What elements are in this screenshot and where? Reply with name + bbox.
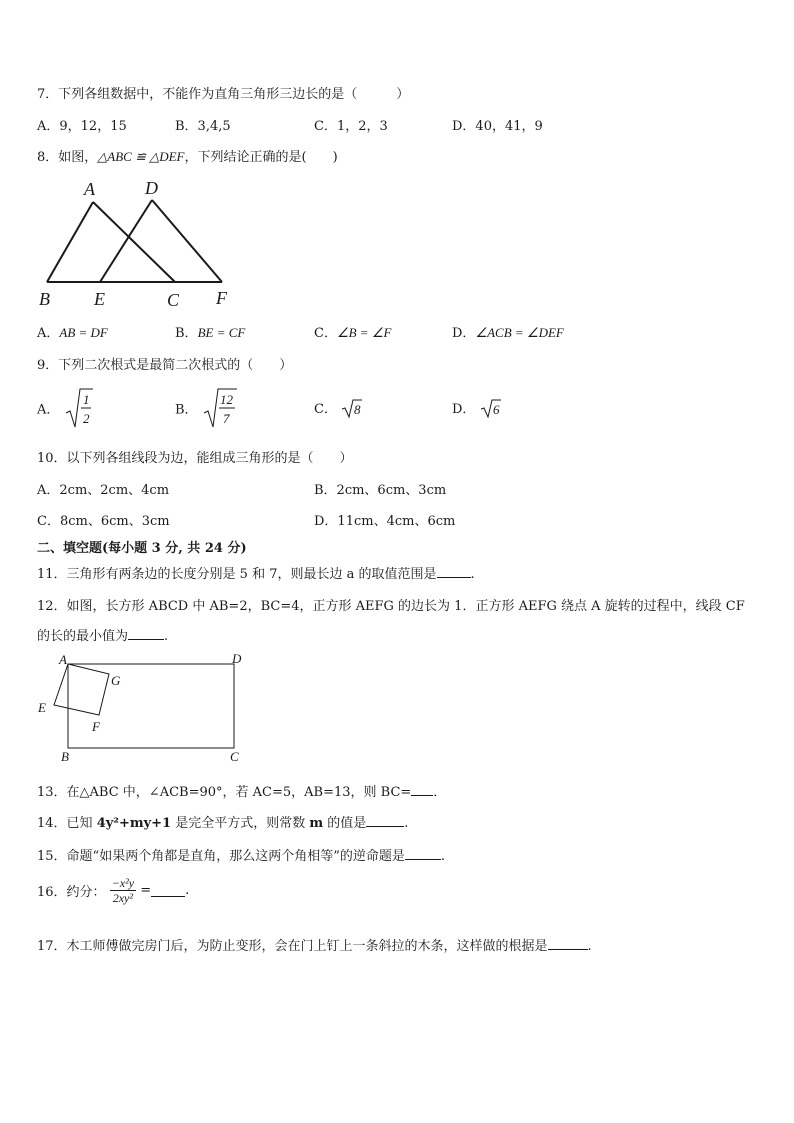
answer-blank: [151, 884, 185, 897]
q12-rectangle-figure: [30, 650, 250, 765]
label-f: F: [92, 719, 100, 734]
answer-blank: [548, 937, 588, 950]
svg-text:8: 8: [354, 402, 361, 417]
answer-blank: [411, 783, 433, 796]
q8-stem-prefix: 8．如图，: [37, 150, 98, 165]
q12-line2: 的长的最小值为 .: [37, 629, 169, 644]
q15: 15．命题“如果两个角都是直角，那么这两个角相等”的逆命题是 .: [37, 849, 445, 864]
q8-option-d: D．∠ACB = ∠DEF: [452, 325, 564, 341]
q9-option-d: D． 6: [452, 398, 502, 418]
svg-text:7: 7: [222, 411, 230, 426]
label-c: C: [167, 290, 180, 310]
label-e: E: [94, 289, 105, 309]
label-c: C: [230, 749, 239, 764]
q7-option-a: A．9，12，15: [37, 119, 127, 134]
edge-de: [100, 200, 152, 282]
label-b: B: [61, 749, 69, 764]
q8-option-a: A．AB = DF: [37, 325, 108, 341]
label-g: G: [111, 673, 121, 688]
label-d: D: [145, 178, 158, 198]
q8-option-c: C．∠B = ∠F: [314, 325, 392, 341]
edge-ab: [47, 202, 93, 282]
q8-stem-math: △ABC ≌ △DEF: [97, 149, 185, 164]
square-aefg: [54, 664, 109, 715]
section-heading: 二、填空题(每小题 3 分, 共 24 分): [37, 541, 247, 556]
q10-stem: 10．以下列各组线段为边，能组成三角形的是（ ）: [37, 451, 353, 466]
sqrt-icon: [64, 387, 94, 429]
q8-triangle-figure: [30, 175, 290, 315]
svg-text:12: 12: [219, 392, 233, 407]
label-b: B: [39, 289, 50, 309]
q7-option-d: D．40，41，9: [452, 119, 543, 134]
sqrt-icon: [341, 398, 363, 418]
q10-option-c: C．8cm、6cm、3cm: [37, 514, 170, 529]
sqrt-icon: [202, 387, 238, 429]
q7-stem: 7．下列各组数据中，不能作为直角三角形三边长的是（ ）: [37, 87, 410, 102]
q10-option-b: B．2cm、6cm、3cm: [314, 483, 447, 498]
q7-option-c: C．1，2，3: [314, 119, 388, 134]
answer-blank: [366, 814, 404, 827]
q14: 14．已知 4y²+my+1 是完全平方式，则常数 m 的值是 .: [37, 816, 409, 831]
label-a: A: [84, 179, 95, 199]
q13: 13．在△ABC 中，∠ACB=90°，若 AC=5，AB=13，则 BC= ．: [37, 785, 447, 800]
label-d: D: [232, 651, 242, 666]
q8-option-b: B．BE = CF: [175, 325, 246, 341]
answer-blank: [437, 565, 471, 578]
q16: 16．约分： $\frac{\text{−x²y}}{\text{2xy²}}$ = .: [37, 876, 190, 905]
label-e: E: [38, 700, 46, 715]
label-a: A: [59, 652, 67, 667]
q9-option-a: A． 1 2: [37, 387, 94, 429]
q17: 17．木工师傅做完房门后，为防止变形，会在门上钉上一条斜拉的木条，这样做的根据是 .: [37, 939, 592, 954]
label-f: F: [216, 288, 227, 308]
q7-option-b: B．3,4,5: [175, 119, 231, 134]
q8-stem: [37, 146, 338, 165]
q9-option-c: C． 8: [314, 398, 363, 418]
q11: 11．三角形有两条边的长度分别是 5 和 7，则最长边 a 的取值范围是 .: [37, 567, 475, 582]
q10-option-a: A．2cm、2cm、4cm: [37, 483, 170, 498]
svg-text:6: 6: [492, 402, 500, 417]
q9-option-b: B． 12 7: [175, 387, 238, 429]
rectangle-abcd: [68, 664, 234, 748]
q8-stem-suffix: ，下列结论正确的是( ): [184, 150, 338, 165]
answer-blank: [128, 627, 164, 640]
answer-blank: [405, 847, 441, 860]
svg-text:1: 1: [82, 392, 90, 407]
q16-fraction: $\frac{\text{−x²y}}{\text{2xy²}}$: [111, 876, 135, 905]
q12-line1: 12．如图，长方形 ABCD 中 AB=2，BC=4，正方形 AEFG 的边长为 1．正方形 AEFG 绕点 A 旋转的过程中，线段 CF: [37, 599, 745, 614]
q10-option-d: D．11cm、4cm、6cm: [314, 514, 456, 529]
q9-stem: 9．下列二次根式是最简二次根式的（ ）: [37, 358, 293, 373]
sqrt-icon: [480, 398, 502, 418]
svg-text:2: 2: [82, 411, 90, 426]
